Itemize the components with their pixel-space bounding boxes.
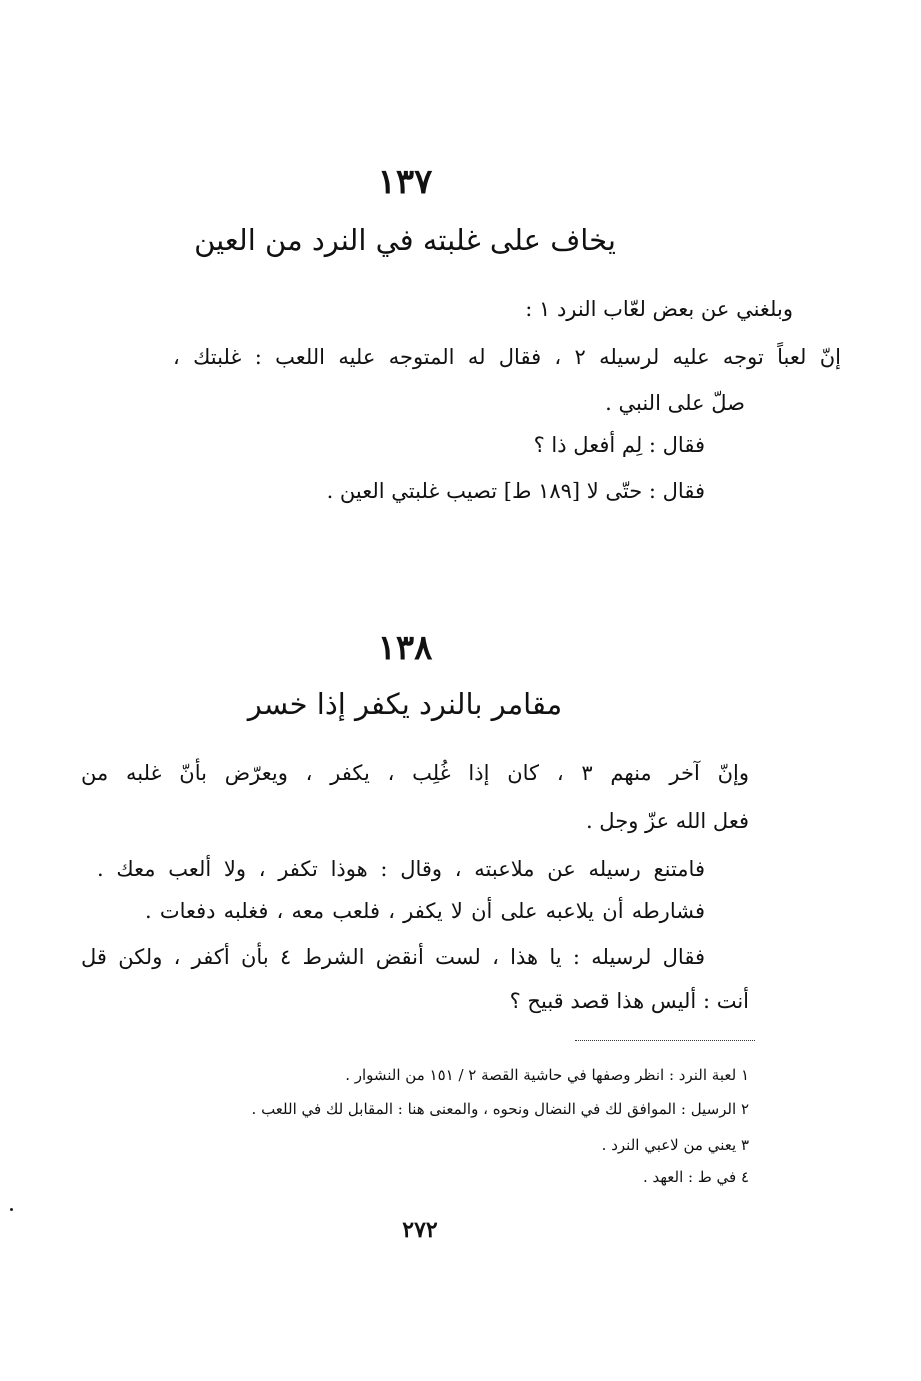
story-138-line-2: فعل الله عزّ وجل . (585, 809, 749, 833)
page-number: ٢٧٢ (402, 1217, 438, 1243)
story-137-line-4: فقال : لِم أفعل ذا ؟ (533, 433, 705, 457)
story-title-138: مقامر بالنرد يكفر إذا خسر (247, 687, 563, 721)
story-number-138: ١٣٨ (377, 628, 433, 668)
story-137-line-2: إنّ لعباً توجه عليه لرسيله ٢ ، فقال له المتوجه عليه اللعب : غلبتك ، (173, 345, 841, 369)
story-138-line-6: أنت : أليس هذا قصد قبيح ؟ (509, 989, 749, 1013)
footnote-separator (575, 1040, 755, 1041)
footnote-2: ٢ الرسيل : الموافق لك في النضال ونحوه ، والمعنى هنا : المقابل لك في اللعب . (251, 1100, 749, 1118)
story-137-line-1: وبلغني عن بعض لعّاب النرد ١ : (525, 297, 793, 321)
footnote-3: ٣ يعني من لاعبي النرد . (601, 1136, 749, 1154)
footnote-4: ٤ في ط : العهد . (642, 1168, 749, 1186)
scan-speck (10, 1208, 13, 1211)
story-138-line-1: وإنّ آخر منهم ٣ ، كان إذا غُلِب ، يكفر ، ويعرّض بأنّ غلبه من (81, 761, 749, 785)
story-138-line-4: فشارطه أن يلاعبه على أن لا يكفر ، فلعب معه ، فغلبه دفعات . (145, 899, 705, 923)
story-138-line-5: فقال لرسيله : يا هذا ، لست أنقض الشرط ٤ بأن أكفر ، ولكن قل (81, 945, 705, 969)
story-137-line-3: صلّ على النبي . (605, 391, 745, 415)
story-137-line-5: فقال : حتّى لا [١٨٩ ط] تصيب غلبتي العين . (326, 479, 705, 503)
story-number-137: ١٣٧ (377, 162, 433, 202)
footnote-1: ١ لعبة النرد : انظر وصفها في حاشية القصة ٢ / ١٥١ من النشوار . (345, 1066, 749, 1084)
story-title-137: يخاف على غلبته في النرد من العين (194, 223, 616, 257)
story-138-line-3: فامتنع رسيله عن ملاعبته ، وقال : هوذا تكفر ، ولا ألعب معك . (97, 857, 705, 881)
